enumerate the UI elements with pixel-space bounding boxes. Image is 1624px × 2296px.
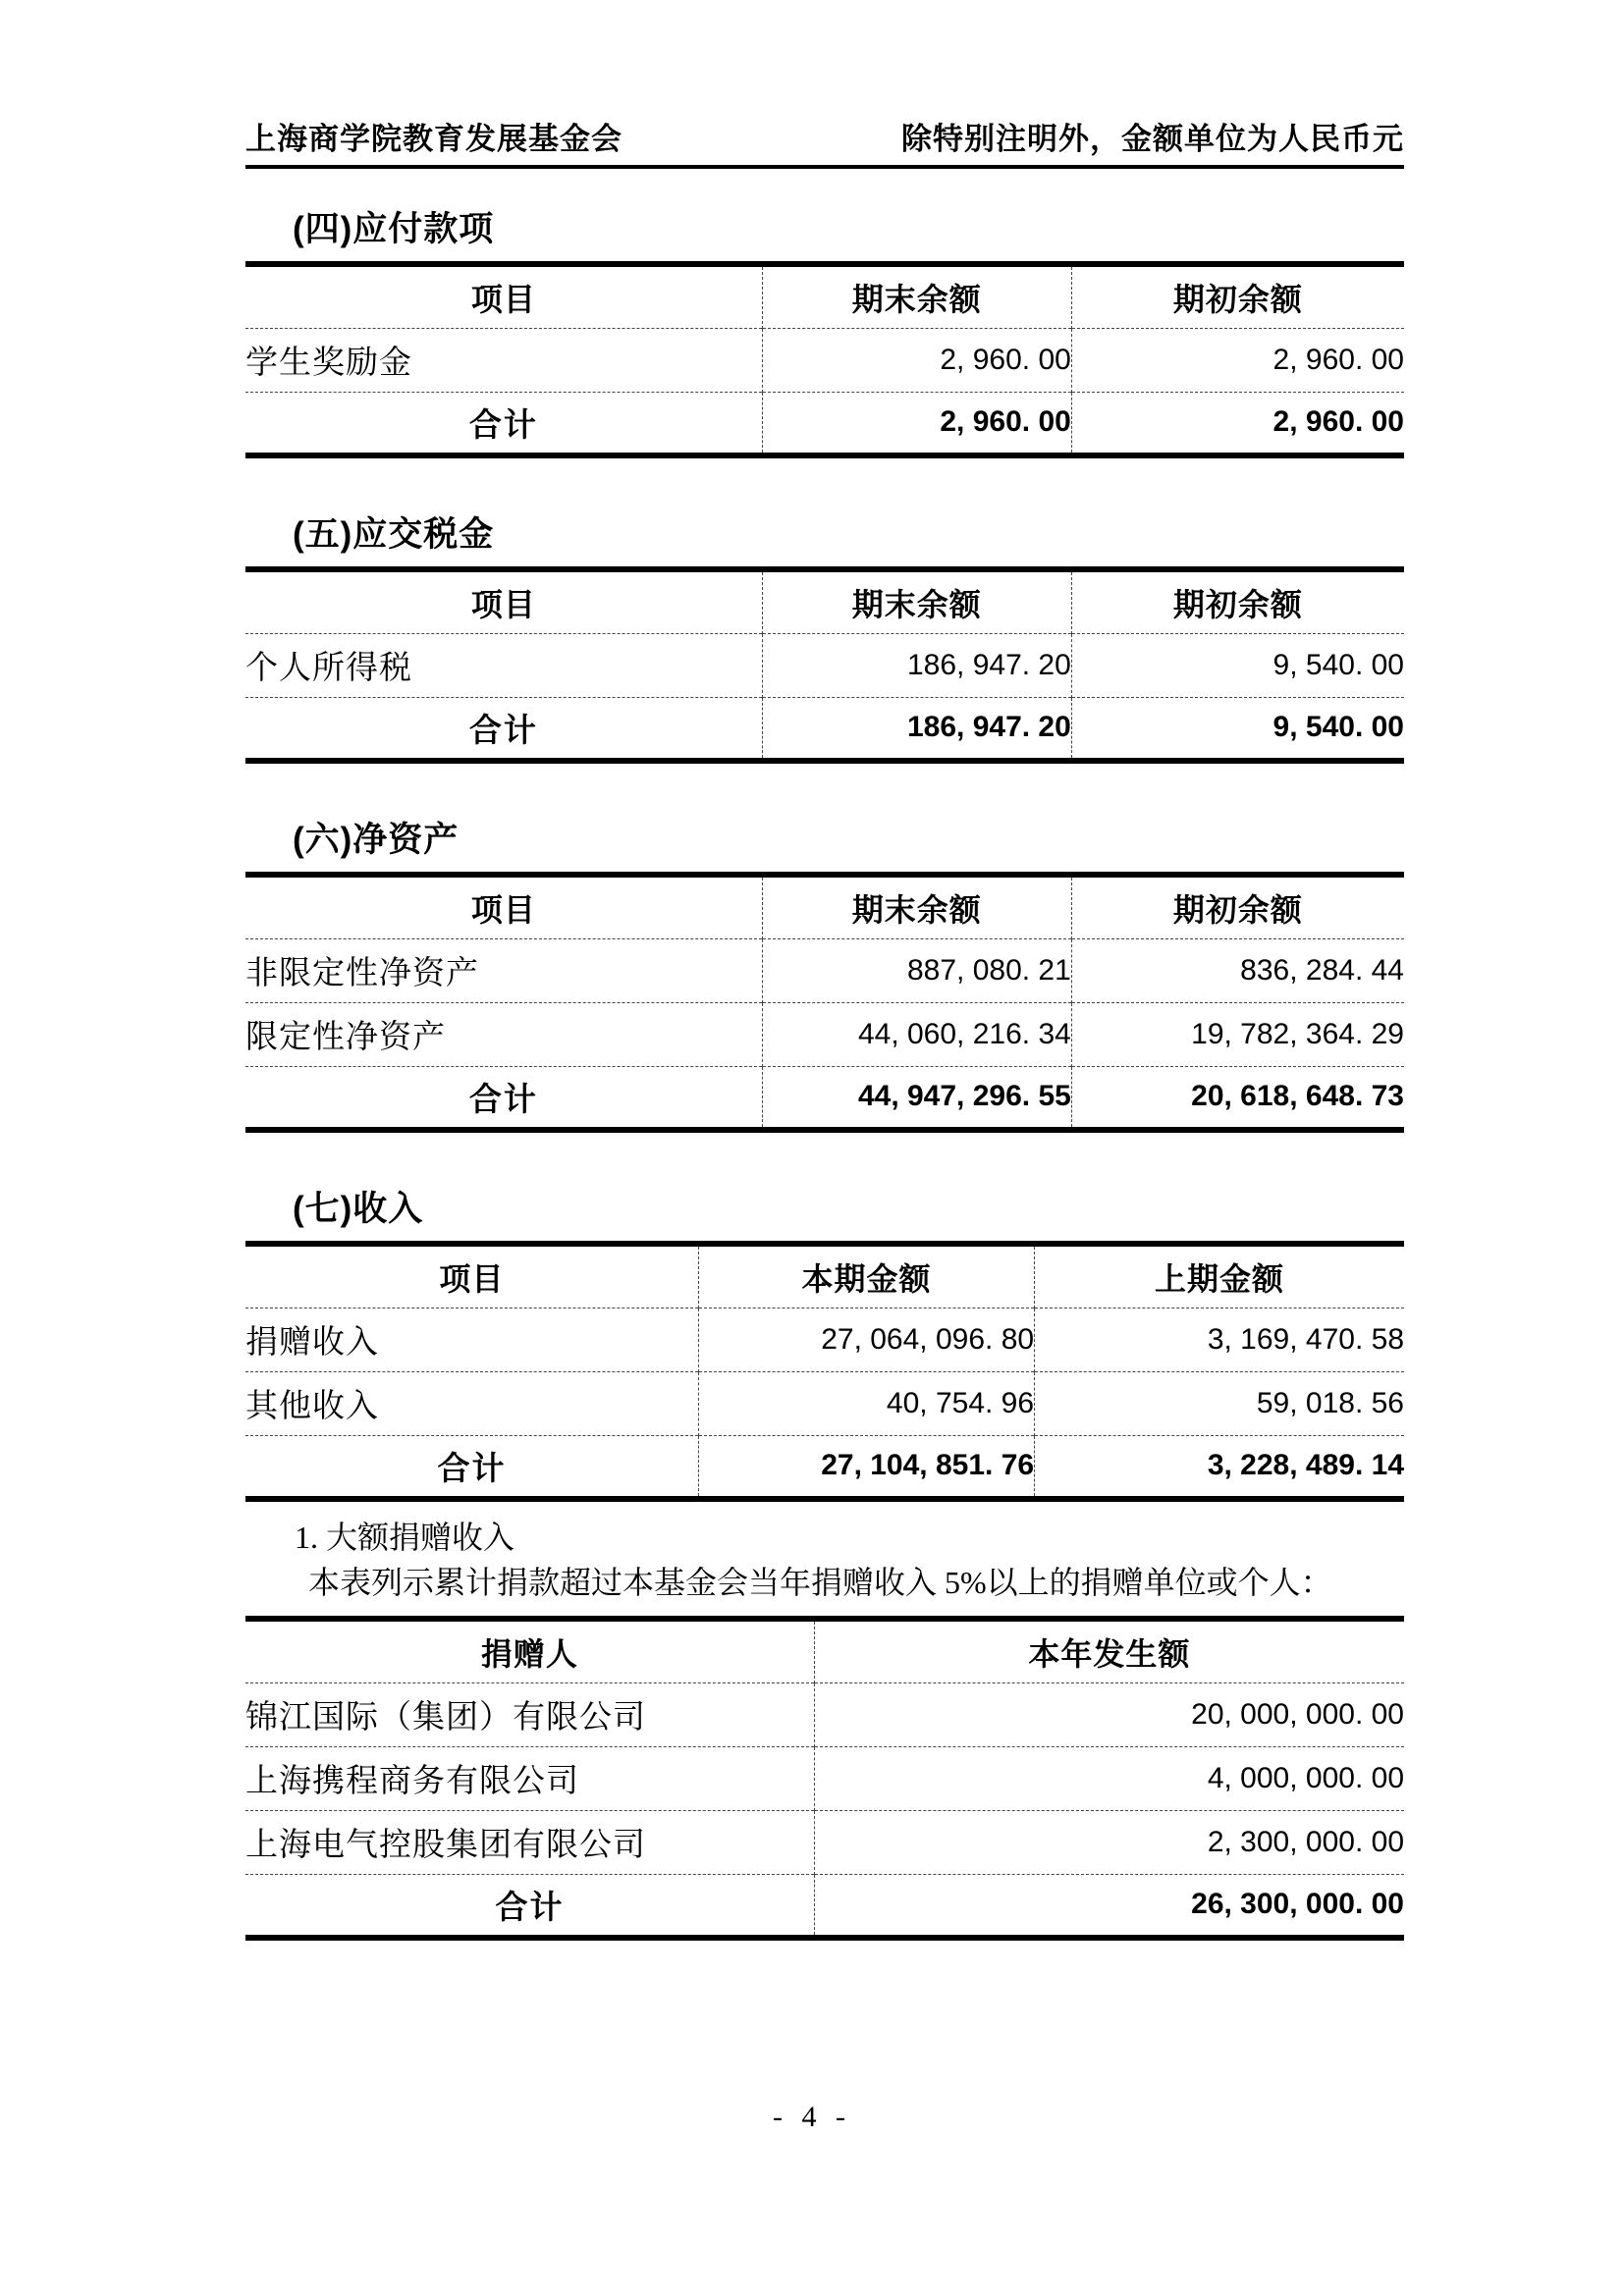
page-number: - 4 - [773, 2101, 851, 2133]
total-amount-cell: 2, 960. 00 [762, 392, 1071, 455]
header-currency-note: 除特别注明外，金额单位为人民币元 [901, 122, 1404, 156]
amount-cell: 9, 540. 00 [1071, 633, 1404, 697]
total-label: 合计 [245, 392, 762, 455]
total-label: 合计 [245, 697, 762, 761]
section-title-taxes-payable: (五)应交税金 [293, 515, 495, 554]
taxes-payable-table [245, 566, 1404, 764]
column-header-item: 项目 [470, 891, 536, 928]
amount-cell: 44, 060, 216. 34 [762, 1002, 1071, 1066]
amount-cell: 3, 169, 470. 58 [1035, 1308, 1404, 1371]
total-amount-cell: 44, 947, 296. 55 [762, 1066, 1071, 1130]
table-row [245, 1682, 1404, 1746]
total-amount-cell: 9, 540. 00 [1071, 697, 1404, 761]
donor-name: 上海电气控股集团有限公司 [245, 1810, 814, 1874]
column-header-beginning-balance: 期初余额 [1071, 264, 1404, 328]
amount-cell: 186, 947. 20 [762, 633, 1071, 697]
note-description: 本表列示累计捐款超过本基金会当年捐赠收入 5%以上的捐赠单位或个人： [308, 1565, 1332, 1600]
total-label: 合计 [245, 1066, 762, 1130]
column-header-current-year-amount: 本年发生额 [814, 1619, 1404, 1682]
note-heading: 1. 大额捐赠收入 [295, 1520, 515, 1555]
table-header-row [245, 264, 1404, 328]
total-row [245, 1066, 1404, 1130]
donor-name: 锦江国际（集团）有限公司 [245, 1682, 814, 1746]
amount-cell: 19, 782, 364. 29 [1071, 1002, 1404, 1066]
item-label: 非限定性净资产 [245, 938, 762, 1002]
table-row [245, 938, 1404, 1002]
section-title-income: (七)收入 [293, 1190, 424, 1228]
item-label: 个人所得税 [245, 633, 762, 697]
total-row [245, 392, 1404, 455]
amount-cell: 59, 018. 56 [1035, 1371, 1404, 1435]
table-row [245, 1002, 1404, 1066]
column-header-item: 项目 [470, 586, 536, 622]
total-row [245, 1874, 1404, 1938]
total-amount-cell: 2, 960. 00 [1071, 392, 1404, 455]
payables-table [245, 261, 1404, 458]
amount-cell: 836, 284. 44 [1071, 938, 1404, 1002]
table-row [245, 1308, 1404, 1371]
total-amount-cell: 186, 947. 20 [762, 697, 1071, 761]
table-row [245, 328, 1404, 392]
item-label: 捐赠收入 [245, 1308, 698, 1371]
amount-cell: 2, 960. 00 [762, 328, 1071, 392]
section-title-payables: (四)应付款项 [293, 210, 495, 248]
item-label: 学生奖励金 [245, 328, 762, 392]
total-label: 合计 [245, 1874, 814, 1938]
table-row [245, 1810, 1404, 1874]
total-amount-cell: 26, 300, 000. 00 [814, 1874, 1404, 1938]
column-header-item: 项目 [470, 281, 536, 317]
table-header-row [245, 875, 1404, 938]
major-donations-table [245, 1616, 1404, 1941]
total-row [245, 1435, 1404, 1499]
page-content [245, 0, 1404, 1941]
total-label: 合计 [245, 1435, 698, 1499]
column-header-beginning-balance: 期初余额 [1071, 569, 1404, 633]
document-header [245, 114, 1404, 169]
net-assets-table [245, 872, 1404, 1133]
amount-cell: 20, 000, 000. 00 [814, 1682, 1404, 1746]
table-header-row [245, 1619, 1404, 1682]
total-row [245, 697, 1404, 761]
item-label: 限定性净资产 [245, 1002, 762, 1066]
income-table [245, 1241, 1404, 1502]
total-amount-cell: 20, 618, 648. 73 [1071, 1066, 1404, 1130]
donor-name: 上海携程商务有限公司 [245, 1746, 814, 1810]
column-header-ending-balance: 期末余额 [762, 264, 1071, 328]
table-row [245, 1746, 1404, 1810]
column-header-item: 项目 [439, 1260, 505, 1297]
amount-cell: 2, 960. 00 [1071, 328, 1404, 392]
total-amount-cell: 27, 104, 851. 76 [698, 1435, 1034, 1499]
amount-cell: 887, 080. 21 [762, 938, 1071, 1002]
column-header-ending-balance: 期末余额 [762, 875, 1071, 938]
column-header-beginning-balance: 期初余额 [1071, 875, 1404, 938]
amount-cell: 27, 064, 096. 80 [698, 1308, 1034, 1371]
amount-cell: 40, 754. 96 [698, 1371, 1034, 1435]
table-header-row [245, 1244, 1404, 1308]
table-row [245, 1371, 1404, 1435]
total-amount-cell: 3, 228, 489. 14 [1035, 1435, 1404, 1499]
column-header-donor: 捐赠人 [480, 1635, 578, 1672]
amount-cell: 2, 300, 000. 00 [814, 1810, 1404, 1874]
header-org-name: 上海商学院教育发展基金会 [245, 122, 623, 156]
column-header-ending-balance: 期末余额 [762, 569, 1071, 633]
section-title-net-assets: (六)净资产 [293, 821, 460, 859]
column-header-prior-period: 上期金额 [1035, 1244, 1404, 1308]
table-header-row [245, 569, 1404, 633]
amount-cell: 4, 000, 000. 00 [814, 1746, 1404, 1810]
table-row [245, 633, 1404, 697]
column-header-current-period: 本期金额 [698, 1244, 1034, 1308]
item-label: 其他收入 [245, 1371, 698, 1435]
